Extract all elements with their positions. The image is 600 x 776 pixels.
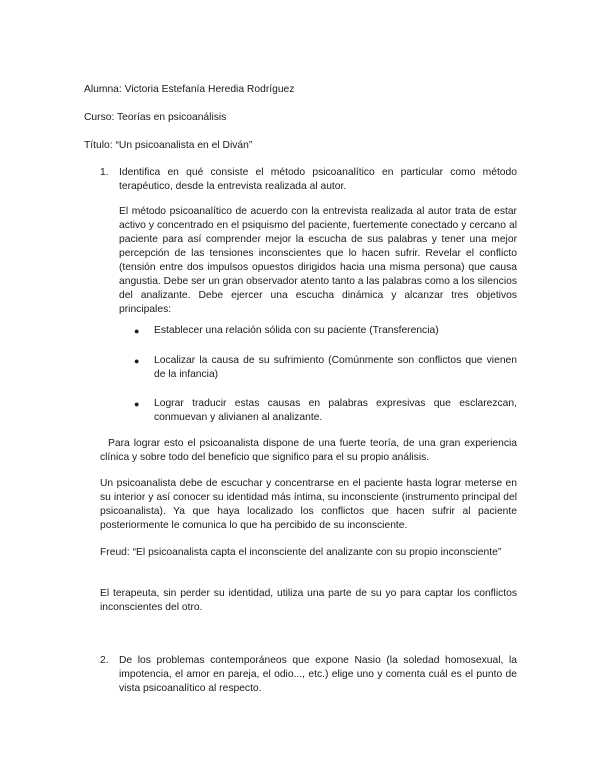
freud-quote: Freud: “El psicoanalista capta el inconsciente del analizante con su propio inconsciente” [100, 547, 502, 558]
question-text: Identifica en qué consiste el método psicoanalítico en particular como método terapéutico, desde la entrevista realizada al autor. [119, 167, 517, 192]
bullet-item [134, 397, 517, 425]
bullet-icon: ● [134, 326, 140, 336]
bullet-item [134, 324, 517, 338]
question-1 [100, 166, 517, 194]
answer-intro: El método psicoanalítico de acuerdo con la entrevista realizada al autor trata de estar activo y concentrado en el psiquismo del paciente, fuertemente conectado y cercano al paciente para así comprender mejor la escucha de sus palabras y tener una mejor percepción de las tensiones inconscientes que lo hacen sufrir. Revelar el conflicto (tensión entre dos impulsos opuestos dirigidos hacia una misma persona) que causa angustia. Debe ser un gran observador atento tanto a las palabras como a los silencios del analizante. Debe ejercer una escucha dinámica y alcanzar tres objetivos principales: [119, 206, 517, 315]
question-number: 1. [100, 167, 109, 178]
bullet-text: Lograr traducir estas causas en palabras expresivas que esclarezcan, conmuevan y alivianen al analizante. [154, 398, 517, 423]
question-number: 2. [100, 655, 109, 666]
question-2 [100, 654, 517, 696]
bullet-icon: ● [134, 399, 140, 409]
answer-paragraph: Para lograr esto el psicoanalista dispone de una fuerte teoría, de una gran experiencia clínica y sobre todo del beneficio que significo para el su propio análisis. [100, 438, 517, 463]
question-text: De los problemas contemporáneos que expone Nasio (la soledad homosexual, la impotencia, el amor en pareja, el odio..., etc.) elige uno y comenta cuál es el punto de vista psicoanalítico al respecto. [119, 655, 517, 694]
course-name: Curso: Teorías en psicoanálisis [84, 112, 227, 123]
bullet-text: Establecer una relación sólida con su paciente (Transferencia) [154, 325, 439, 336]
student-name: Alumna: Victoria Estefanía Heredia Rodríguez [84, 84, 295, 95]
answer-paragraph: Un psicoanalista debe de escuchar y concentrarse en el paciente hasta lograr meterse en su interior y así conocer su identidad más íntima, su inconsciente (instrumento principal del psicoanalista). Ya que haya localizado los conflictos que hacen sufrir al paciente posteriormente le comunica lo que ha percibido de su inconsciente. [100, 478, 517, 531]
bullet-text: Localizar la causa de su sufrimiento (Comúnmente son conflictos que vienen de la infancia) [154, 355, 517, 380]
answer-paragraph: El terapeuta, sin perder su identidad, utiliza una parte de su yo para captar los conflictos inconscientes del otro. [100, 588, 517, 613]
document-title: Título: “Un psicoanalista en el Diván” [84, 140, 253, 151]
bullet-icon: ● [134, 356, 140, 366]
bullet-item [134, 354, 517, 382]
